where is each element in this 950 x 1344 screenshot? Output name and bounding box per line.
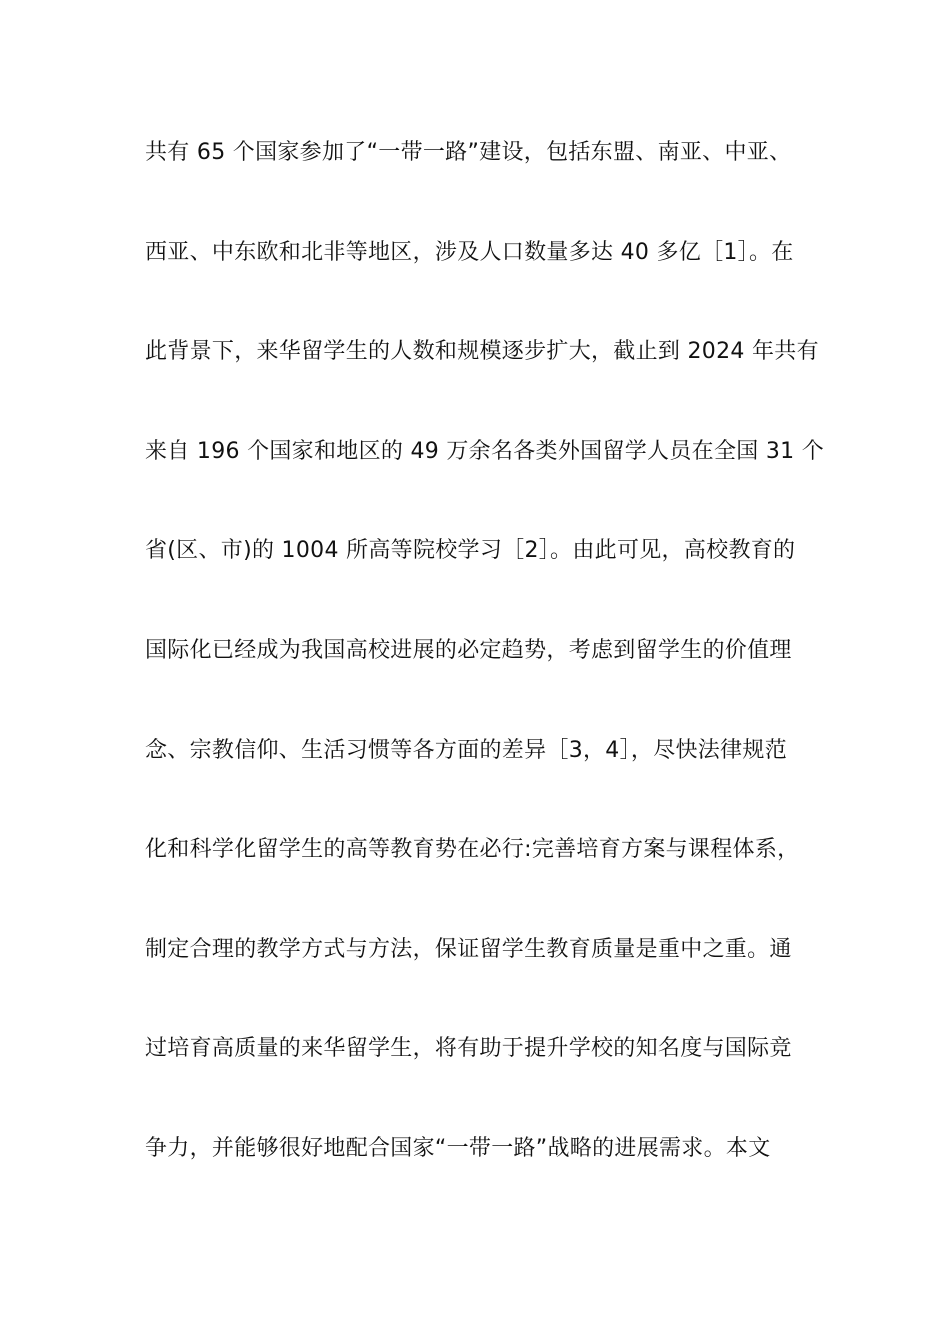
text-line: 念、宗教信仰、生活习惯等各方面的差异［3，4］，尽快法律规范 — [145, 737, 787, 763]
text-line: 省(区、市)的 1004 所高等院校学习［2］。由此可见，高校教育的 — [145, 538, 796, 564]
text-line: 争力，并能够很好地配合国家“一带一路”战略的进展需求。本文 — [145, 1135, 771, 1161]
text-line: 此背景下，来华留学生的人数和规模逐步扩大，截止到 2024 年共有 — [145, 339, 819, 365]
text-line: 国际化已经成为我国高校进展的必定趋势，考虑到留学生的价值理 — [145, 637, 792, 663]
text-line: 共有 65 个国家参加了“一带一路”建设，包括东盟、南亚、中亚、 — [145, 140, 792, 165]
text-line: 制定合理的教学方式与方法，保证留学生教育质量是重中之重。通 — [145, 936, 792, 962]
text-line: 化和科学化留学生的高等教育势在必行:完善培育方案与课程体系， — [145, 837, 800, 863]
text-line: 西亚、中东欧和北非等地区，涉及人口数量多达 40 多亿［1］。在 — [145, 239, 794, 265]
text-line: 过培育高质量的来华留学生，将有助于提升学校的知名度与国际竞 — [145, 1036, 792, 1062]
text-line: 来自 196 个国家和地区的 49 万余名各类外国留学人员在全国 31 个 — [145, 438, 825, 464]
body-paragraph — [145, 128, 825, 1224]
